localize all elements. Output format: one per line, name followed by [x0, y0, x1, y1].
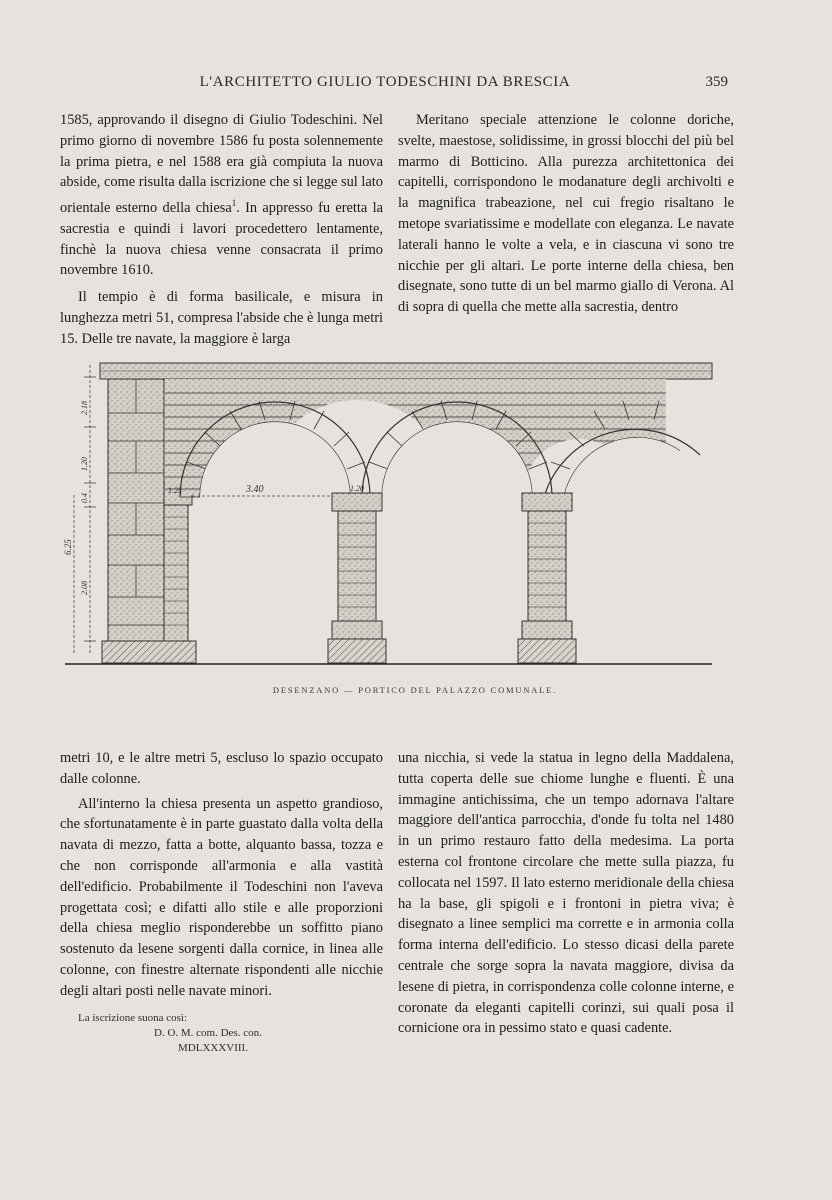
- footnote-line: MDLXXXVIII.: [178, 1042, 248, 1054]
- dim-span: 3.40: [246, 484, 264, 495]
- paragraph: All'interno la chiesa presenta un aspetto grandioso, che sfortunatamente è in parte guastato dalla volta della navata di mezzo, fatta a botte, alquanto bassa, tozza e che non corrisponde all'armonia e alla vastità dell'edificio. Probabilmente il Todeschini non l'aveva progettata così; e difatti allo stile e alle proporzioni della chiesa meglio risponderebbe un soffitto piano sostenuto da lesene sorgenti dalla cornice, in linea alle colonne, con finestre alternate rispondenti alle nicchie degli altari posti nelle navate minori.: [60, 795, 383, 999]
- arcade-drawing: [60, 355, 720, 670]
- arcade-elevation-svg: [60, 355, 720, 670]
- paragraph: Meritano speciale attenzione le colonne doriche, svelte, maestose, solidissime, in grossi blocchi del più bel marmo di Botticino. Alla purezza architettonica dei capitelli, corrispondono le modanature degli archivolti e la magnifica trabeazione, nel cui fregio risaltano le metope svariatissime e modellate con eleganza. Le navate laterali hanno le volte a vela, e in ciascuna vi sono tre nicchie per gli altari. Le porte interne della chiesa, ben disegnate, sono tutte di un bel marmo giallo di Verona. Al di sopra di quella che mette alla sacrestia, dentro: [398, 112, 734, 316]
- dim-segment-1: 2.18: [80, 401, 89, 415]
- footnote-line: D. O. M. com. Des. con.: [154, 1027, 262, 1039]
- page-number: 359: [705, 74, 728, 90]
- dim-total-height: 6.25: [63, 539, 73, 555]
- column-top-left: [60, 110, 383, 350]
- footnote-mark: 1: [231, 198, 237, 209]
- text-run: 1585, approvando il disegno di Giulio Todeschini. Nel primo giorno di novembre 1586 fu posta solennemente la prima pietra, e nel 1588 era già compiuta la nuova abside, come risulta dalla iscrizione che si legge sul lato orientale esterno della chiesa: [60, 112, 383, 216]
- dim-segment-4: 2.08: [80, 581, 89, 595]
- column-top-right: [398, 110, 734, 318]
- running-header: L'ARCHITETTO GIULIO TODESCHINI DA BRESCIA: [199, 74, 571, 90]
- dim-capital-mid: 1.20: [350, 484, 364, 493]
- paragraph: una nicchia, si vede la statua in legno della Maddalena, tutta coperta delle sue chiome lunghe e fluenti. È una immagine antichissima, che un tempo adornava l'altare maggiore dell'antica parrocchia, d'onde fu tolta nel 1480 in un primo restauro fatto della medesima. La porta esterna col frontone circolare che mette sulla piazza, fu collocata nel 1597. Il lato esterno meridionale della chiesa ha la base, gli spigoli e i frontoni in pietra viva; è disegnato a linee semplici ma corrette e in armonia colla forma interna dell'edificio. Lo stesso dicasi della parete centrale che sorge sopra la navata maggiore, divisa da lesene di pietra, in corrispondenza colle colonne interne, e coronate da eleganti capitelli corinzi, sui quali posa il cornicione ora in pessimo stato e quasi cadente.: [398, 750, 734, 1037]
- column-bottom-right: [398, 748, 734, 1039]
- dim-segment-2: 1.20: [80, 457, 89, 471]
- text-run: . In appresso fu eretta la sacrestia e quindi i lavori procedettero lentamente, finchè la nuova chiesa venne consacrata il primo novembre 1610.: [60, 199, 383, 279]
- column-bottom-left: [60, 748, 383, 1002]
- footnote: [78, 1011, 378, 1056]
- paragraph: [60, 110, 383, 281]
- paragraph: metri 10, e le altre metri 5, escluso lo spazio occupato dalle colonne.: [60, 750, 383, 787]
- figure-caption: DESENZANO — PORTICO DEL PALAZZO COMUNALE.: [272, 685, 558, 695]
- footnote-line: La iscrizione suona così:: [78, 1012, 188, 1024]
- dim-capital-left: 1.25: [168, 486, 182, 495]
- arch-wall: [164, 379, 700, 641]
- dim-segment-3: 0.4: [80, 493, 89, 503]
- paragraph: Il tempio è di forma basilicale, e misura in lunghezza metri 51, compresa l'abside che è lunga metri 15. Delle tre navate, la maggiore è larga: [60, 289, 383, 347]
